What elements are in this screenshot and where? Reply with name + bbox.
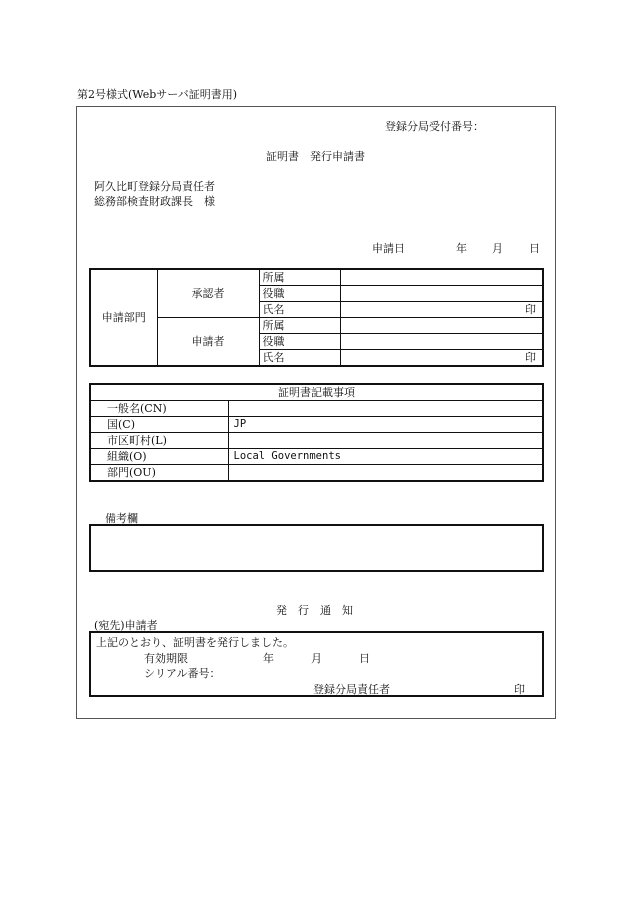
section-label: 申請部門 [90, 269, 157, 366]
certificate-details-table [89, 383, 544, 482]
approver-role: 承認者 [157, 269, 259, 318]
issuance-notice-box [89, 631, 544, 697]
table-row [90, 401, 543, 417]
approver-affiliation-field[interactable] [340, 269, 543, 286]
form-title: 証明書 発行申請書 [266, 150, 365, 163]
addressee-line-1: 阿久比町登録分局責任者 [94, 180, 215, 193]
applicant-position-field[interactable] [340, 334, 543, 350]
validity-month-label: 月 [311, 652, 322, 665]
signer-label: 登録分局責任者 [313, 683, 390, 696]
remarks-box[interactable] [89, 524, 544, 572]
approver-position-label: 役職 [259, 286, 340, 302]
table-row [90, 449, 543, 465]
approver-name-field[interactable] [340, 302, 543, 318]
organization-field[interactable]: Local Governments [228, 449, 543, 465]
locality-field[interactable] [228, 433, 543, 449]
applicant-affiliation-label: 所属 [259, 318, 340, 334]
application-date-label: 申請日 [372, 242, 405, 255]
table-row [90, 417, 543, 433]
applicant-affiliation-field[interactable] [340, 318, 543, 334]
applicant-seal-mark: 印 [525, 351, 536, 364]
validity-day-label: 日 [359, 652, 370, 665]
notice-statement: 上記のとおり、証明書を発行しました。 [96, 636, 294, 649]
table-header-row [90, 384, 543, 401]
applicant-name-field[interactable] [340, 350, 543, 367]
approver-affiliation-label: 所属 [259, 269, 340, 286]
signer-seal-mark: 印 [514, 683, 525, 696]
org-unit-label: 部門(OU) [90, 465, 228, 482]
date-month-label: 月 [492, 242, 503, 255]
approver-seal-mark: 印 [525, 303, 536, 316]
organization-label: 組織(O) [90, 449, 228, 465]
form-number-label: 第2号様式(Webサーバ証明書用) [77, 88, 237, 101]
validity-label: 有効期限 [144, 652, 188, 665]
notice-addressee: (宛先)申請者 [94, 619, 158, 632]
table-row [90, 269, 543, 286]
date-year-label: 年 [456, 242, 467, 255]
country-label: 国(C) [90, 417, 228, 433]
date-day-label: 日 [529, 242, 540, 255]
applicant-position-label: 役職 [259, 334, 340, 350]
receipt-number-label: 登録分局受付番号： [385, 120, 484, 133]
serial-number-label: シリアル番号： [144, 667, 221, 680]
addressee-line-2: 総務部検査財政課長 様 [94, 195, 215, 208]
validity-year-label: 年 [263, 652, 274, 665]
table-row [90, 318, 543, 334]
table-row [90, 465, 543, 482]
approver-name-label: 氏名 [259, 302, 340, 318]
table-row [90, 433, 543, 449]
org-unit-field[interactable] [228, 465, 543, 482]
applicant-role: 申請者 [157, 318, 259, 367]
locality-label: 市区町村(L) [90, 433, 228, 449]
certificate-details-header: 証明書記載事項 [90, 384, 543, 401]
approver-position-field[interactable] [340, 286, 543, 302]
notice-title: 発 行 通 知 [276, 604, 353, 617]
applicant-table [89, 268, 544, 367]
remarks-label: 備考欄 [105, 512, 138, 525]
cn-label: 一般名(CN) [90, 401, 228, 417]
country-field[interactable]: JP [228, 417, 543, 433]
applicant-name-label: 氏名 [259, 350, 340, 367]
cn-field[interactable] [228, 401, 543, 417]
